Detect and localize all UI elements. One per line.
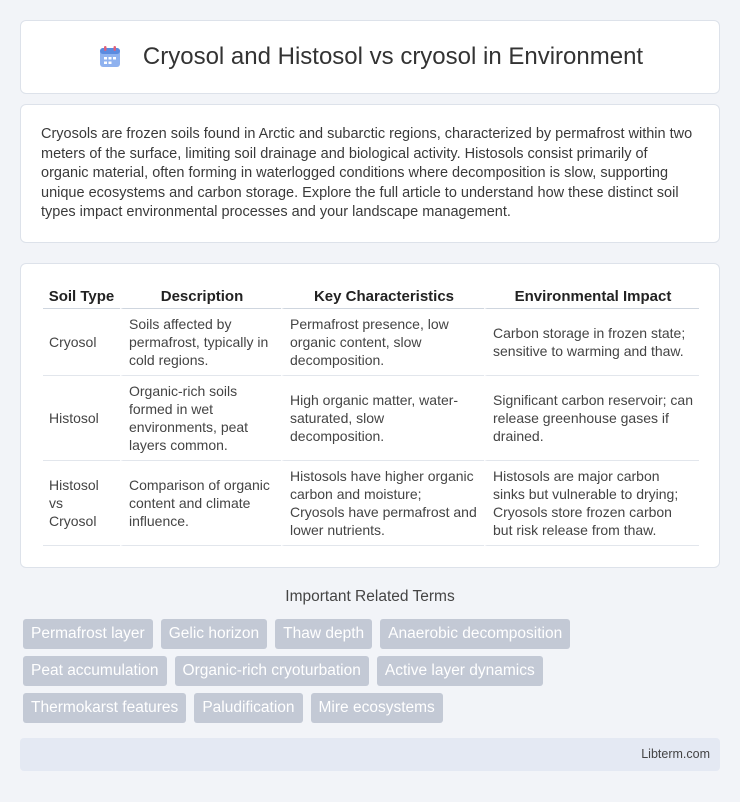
calendar-icon	[97, 44, 123, 70]
intro-section	[20, 104, 720, 243]
footer	[20, 738, 720, 771]
tag-thaw-depth[interactable]: Thaw depth	[275, 619, 372, 649]
tag-active-layer-dynamics[interactable]: Active layer dynamics	[377, 656, 543, 686]
column-header: Soil Type	[43, 284, 120, 309]
table-cell: Histosols have higher organic carbon and moisture; Cryosols have permafrost and lower nutrients.	[281, 461, 484, 546]
footer-site-link[interactable]: Libterm.com	[641, 747, 710, 761]
table-cell: Organic-rich soils formed in wet environments, peat layers common.	[120, 376, 281, 461]
table-cell: Soils affected by permafrost, typically in cold regions.	[120, 309, 281, 376]
table-cell: Histosol	[43, 376, 120, 461]
intro-text: Cryosols are frozen soils found in Arctic and subarctic regions, characterized by permafrost within two meters of the surface, limiting soil drainage and biological activity. Histosols consist primarily of organic material, often forming in waterlogged conditions where decomposition is slow, supporting unique ecosystems and carbon storage. Explore the full article to understand how these distinct soil types impact environmental processes and your landscape management.	[41, 126, 693, 221]
table-cell: High organic matter, water-saturated, slow decomposition.	[281, 376, 484, 461]
related-terms-tags	[23, 619, 723, 730]
column-header: Environmental Impact	[484, 284, 699, 309]
tag-thermokarst-features[interactable]: Thermokarst features	[23, 693, 186, 723]
page-header	[20, 20, 720, 94]
table-cell: Carbon storage in frozen state; sensitive to warming and thaw.	[484, 309, 699, 376]
tag-anaerobic-decomposition[interactable]: Anaerobic decomposition	[380, 619, 570, 649]
table-cell: Significant carbon reservoir; can release greenhouse gases if drained.	[484, 376, 699, 461]
table-cell: Comparison of organic content and climate influence.	[120, 461, 281, 546]
table-row	[43, 376, 699, 461]
table-cell: Cryosol	[43, 309, 120, 376]
related-terms-title: Important Related Terms	[285, 588, 455, 605]
table-cell: Permafrost presence, low organic content, slow decomposition.	[281, 309, 484, 376]
table-row	[43, 461, 699, 546]
page-title: Cryosol and Histosol vs cryosol in Environment	[142, 43, 644, 70]
tag-permafrost-layer[interactable]: Permafrost layer	[23, 619, 153, 649]
table-cell: Histosols are major carbon sinks but vulnerable to drying; Cryosols store frozen carbon but risk release from thaw.	[484, 461, 699, 546]
table-header-row	[43, 284, 699, 309]
column-header: Key Characteristics	[281, 284, 484, 309]
tag-gelic-horizon[interactable]: Gelic horizon	[161, 619, 267, 649]
tag-peat-accumulation[interactable]: Peat accumulation	[23, 656, 167, 686]
tag-organic-rich-cryoturbation[interactable]: Organic-rich cryoturbation	[175, 656, 369, 686]
comparison-table-card	[20, 263, 720, 568]
table-row	[43, 309, 699, 376]
tag-paludification[interactable]: Paludification	[194, 693, 302, 723]
tag-mire-ecosystems[interactable]: Mire ecosystems	[311, 693, 443, 723]
column-header: Description	[120, 284, 281, 309]
table-cell: Histosol vs Cryosol	[43, 461, 120, 546]
comparison-table	[43, 284, 699, 546]
